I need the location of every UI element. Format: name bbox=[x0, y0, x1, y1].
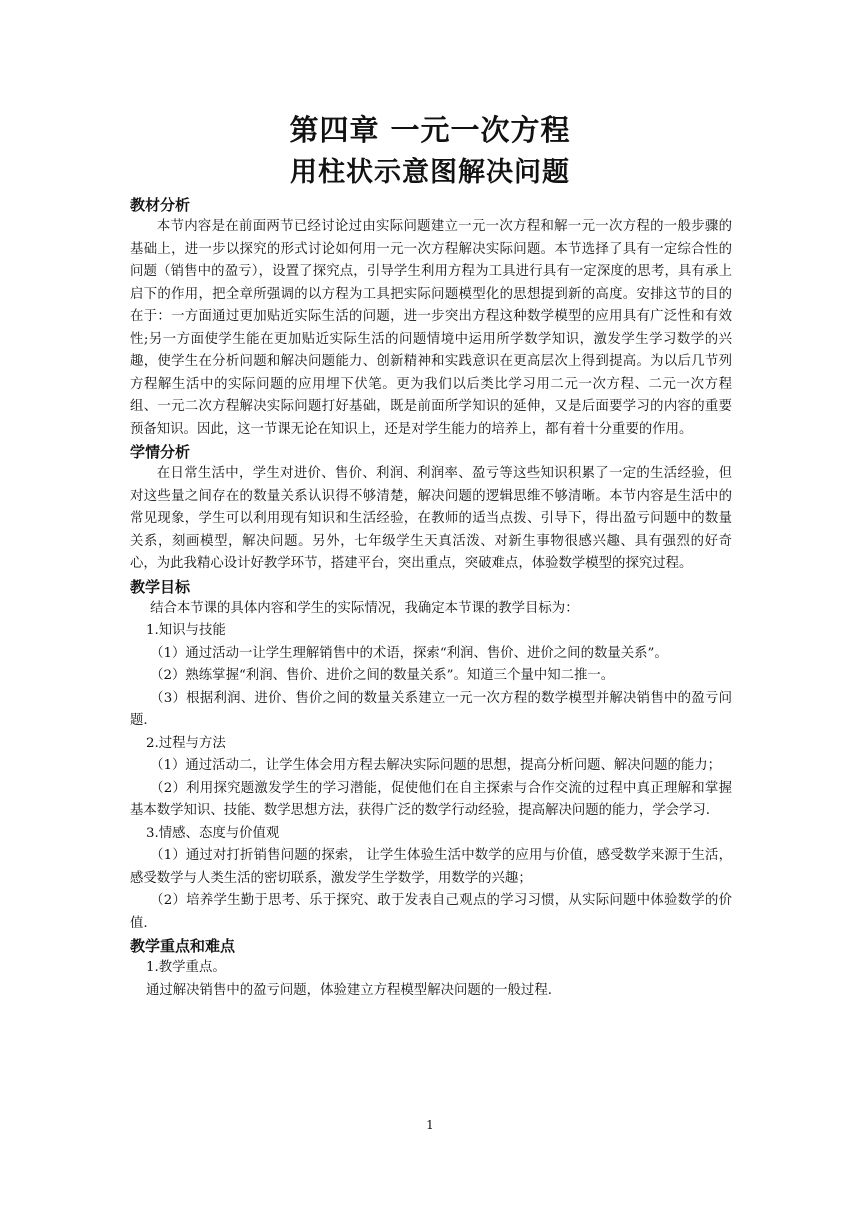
objective-process-item-1: （1）通过活动二，让学生体会用方程去解决实际问题的思想，提高分析问题、解决问题的能力； bbox=[150, 758, 722, 773]
objective-knowledge-item-1: （1）通过活动一让学生理解销售中的术语，探索“利润、售价、进价之间的数量关系”。 bbox=[150, 645, 668, 661]
chapter-title: 第四章 一元一次方程 bbox=[289, 113, 571, 147]
objective-process-title: 2.过程与方法 bbox=[146, 735, 226, 751]
page-number: 1 bbox=[426, 1118, 434, 1132]
heading-textbook-analysis: 教材分析 bbox=[130, 196, 191, 214]
objective-knowledge-item-3: （3）根据利润、进价、售价之间的数量关系建立一元一次方程的数学模型并解决销售中的盈亏问题. bbox=[130, 690, 732, 728]
document-body bbox=[130, 194, 732, 1002]
objective-emotion-item-1: （1）通过对打折销售问题的探索， 让学生体验生活中数学的应用与价值，感受数学来源于生活，感受数学与人类生活的密切联系，激发学生学数学，用数学的兴趣； bbox=[130, 848, 732, 886]
paragraph-textbook-analysis: 本节内容是在前面两节已经讨论过由实际问题建立一元一次方程和解一元一次方程的一般步骤的基础上，进一步以探究的形式讨论如何用一元一次方程解决实际问题。本节选择了具有一定综合性的问题（销售中的盈亏），设置了探究点，引导学生利用方程为工具进行具有一定深度的思考，具有承上启下的作用，把全章所强调的以方程为工具把实际问题模型化的思想提到新的高度。安排这节的目的在于：一方面通过更加贴近实际生活的问题，进一步突出方程这种数学模型的应用具有广泛性和有效性;另一方面使学生能在更加贴近实际生活的问题情境中运用所学数学知识，激发学生学习数学的兴趣，使学生在分析问题和解决问题能力、创新精神和实践意识在更高层次上得到提高。为以后几节列方程解生活中的实际问题的应用埋下伏笔。更为我们以后类比学习用二元一次方程、二元一次方程组、一元二次方程解决实际问题打好基础，既是前面所学知识的延伸，又是后面要学习的内容的重要预备知识。因此，这一节课无论在知识上，还是对学生能力的培养上，都有着十分重要的作用。 bbox=[130, 219, 732, 437]
key-point-title: 1.教学重点。 bbox=[146, 960, 226, 975]
heading-objectives: 教学目标 bbox=[130, 577, 191, 596]
objective-emotion-item-2: （2）培养学生勤于思考、乐于探究、敢于发表自己观点的学习习惯，从实际问题中体验数学的价值. bbox=[130, 893, 732, 931]
heading-key-points: 教学重点和难点 bbox=[130, 937, 236, 955]
paragraph-student-analysis: 在日常生活中，学生对进价、售价、利润、利润率、盈亏等这些知识积累了一定的生活经验，但对这些量之间存在的数量关系认识得不够清楚，解决问题的逻辑思维不够清晰。本节内容是生活中的常见现象，学生可以利用现有知识和生活经验，在教师的适当点拨、引导下，得出盈亏问题中的数量关系，刻画模型，解决问题。另外，七年级学生天真活泼、对新生事物很感兴趣、具有强烈的好奇心，为此我精心设计好教学环节，搭建平台，突出重点，突破难点，体验数学模型的探究过程。 bbox=[130, 466, 732, 571]
objective-knowledge-title: 1.知识与技能 bbox=[146, 623, 226, 638]
objectives-intro: 结合本节课的具体内容和学生的实际情况，我确定本节课的教学目标为： bbox=[150, 600, 579, 616]
objective-emotion-title: 3.情感、态度与价值观 bbox=[146, 825, 280, 841]
objective-process-item-2: （2）利用探究题激发学生的学习潜能，促使他们在自主探索与合作交流的过程中真正理解和掌握基本数学知识、技能、数学思想方法，获得广泛的数学行动经验，提高解决问题的能力，学会学习. bbox=[130, 780, 732, 818]
lesson-title: 用柱状示意图解决问题 bbox=[290, 157, 570, 188]
objective-knowledge-item-2: （2）熟练掌握“利润、售价、进价之间的数量关系”。知道三个量中知二推一。 bbox=[150, 668, 615, 683]
heading-student-analysis: 学情分析 bbox=[130, 443, 191, 461]
key-point-body: 通过解决销售中的盈亏问题，体验建立方程模型解决问题的一般过程. bbox=[146, 982, 552, 998]
